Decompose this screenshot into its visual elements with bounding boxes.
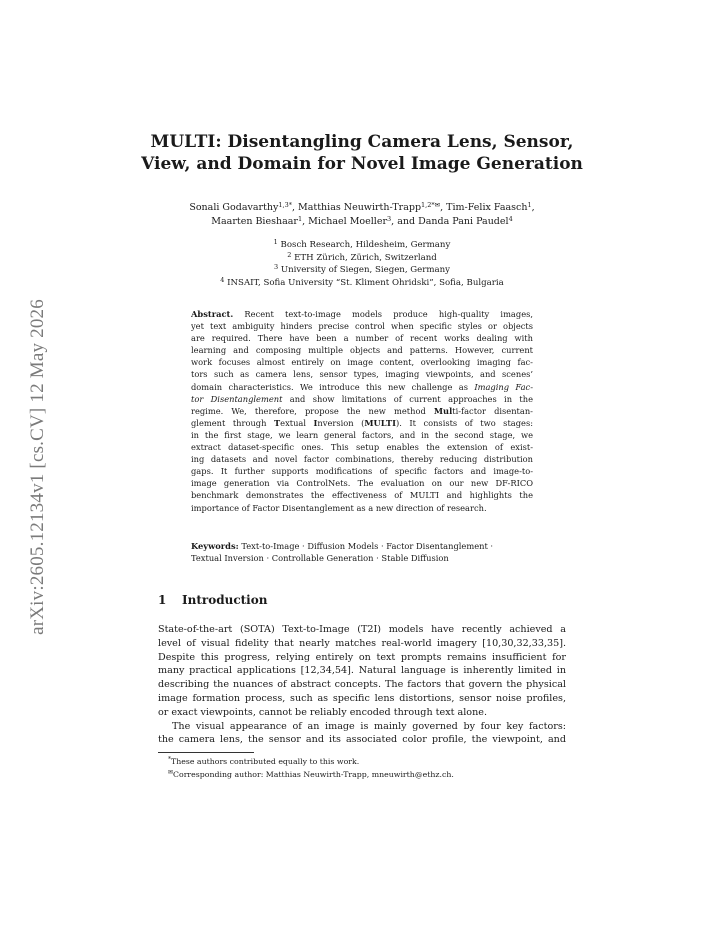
body-line: describing the nuances of abstract concepts. The factors that govern the physical — [158, 679, 566, 691]
author-affiliation-mark: 3 — [387, 215, 392, 223]
affiliation-item: $^4$ INSAIT, Sofia University “St. Kliment Ohridski”, Sofia, Bulgaria — [220, 276, 504, 289]
affiliation-item: $^2$ ETH Zürich, Zürich, Switzerland — [287, 250, 437, 263]
abstract-line: are required. There have been a number of recent works dealing with — [191, 333, 533, 344]
abstract-line: image generation via ControlNets. The evaluation on our new DF-RICO — [191, 478, 533, 489]
author-affiliation-mark: 1 — [527, 201, 532, 209]
author-affiliation-mark: 1,3* — [278, 201, 292, 209]
keywords — [191, 540, 533, 564]
body-line: many practical applications [12,34,54]. Natural language is inherently limited in — [158, 665, 566, 677]
section-title: Introduction — [182, 593, 268, 607]
abstract-line: ing datasets and novel factor combinations, thereby reducing distribution — [191, 454, 533, 465]
abstract-label: Abstract. — [191, 309, 234, 319]
abstract-line: tors such as camera lens, sensor types, imaging viewpoints, and scenes’ — [191, 369, 533, 380]
abstract-line: extract dataset-specific ones. This setup enables the extension of exist- — [191, 442, 533, 453]
author-name: Maarten Bieshaar — [211, 216, 298, 227]
abstract-line: gaps. It further supports modifications of specific factors and image-to- — [191, 466, 533, 477]
abstract-line: regime. We, therefore, propose the new method Multi-factor disentan- — [191, 405, 533, 416]
body-line: image formation process, such as specific lens distortions, sensor noise profiles, — [158, 692, 566, 704]
body-line: the camera lens, the sensor and its associated color profile, the viewpoint, and — [158, 734, 566, 746]
author-line-1: Sonali Godavarthy$^{1,3*}$, Matthias Neuwirth-Trapp$^{1,2*✉}$, Tim-Felix Faasch$^1$, — [189, 201, 535, 213]
affiliation-list — [150, 239, 574, 290]
author-name: Tim-Felix Faasch — [446, 202, 528, 213]
author-name: Sonali Godavarthy — [189, 202, 279, 213]
footnotes — [158, 756, 566, 781]
arxiv-identifier-text: arXiv:2605.12134v1 [cs.CV] 12 May 2026 — [27, 299, 48, 635]
section-number: 1 — [158, 593, 167, 607]
body-line: or exact viewpoints, cannot be reliably encoded through text alone. — [158, 706, 487, 718]
author-affiliation-mark: 4 — [508, 215, 513, 223]
section-heading — [158, 593, 458, 607]
body-text — [158, 623, 566, 747]
keywords-label: Keywords: — [191, 541, 239, 551]
author-affiliation-mark: 1 — [297, 215, 303, 223]
footnote-item: *These authors contributed equally to this work. — [168, 756, 360, 766]
footnote-divider — [158, 752, 254, 753]
title-line-2: View, and Domain for Novel Image Generation — [141, 154, 583, 174]
keywords-line: Keywords: Text-to-Image · Diffusion Models · Factor Disentanglement · — [191, 541, 494, 551]
body-line: The visual appearance of an image is mainly governed by four key factors: — [172, 720, 566, 732]
author-name: Danda Pani Paudel — [418, 216, 509, 227]
title-line-1: MULTI: Disentangling Camera Lens, Sensor, — [150, 132, 574, 152]
abstract-line: Abstract. Recent text-to-image models produce high-quality images, — [191, 309, 533, 319]
author-list — [150, 201, 574, 229]
author-name: Michael Moeller — [308, 216, 388, 227]
abstract-line: benchmark demonstrates the effectiveness of MULTI and highlights the — [191, 490, 533, 501]
abstract — [191, 308, 533, 514]
author-line-2: Maarten Bieshaar$^1$, Michael Moeller$^3$, and Danda Pani Paudel$^4$ — [211, 215, 513, 227]
affiliation-item: $^1$ Bosch Research, Hildesheim, Germany — [273, 238, 451, 250]
author-affiliation-mark: 1,2*✉ — [421, 201, 441, 209]
keywords-line: Textual Inversion · Controllable Generation · Stable Diffusion — [191, 553, 449, 564]
body-line: State-of-the-art (SOTA) Text-to-Image (T2I) models have recently achieved a — [158, 624, 566, 635]
body-line: level of visual fidelity that nearly matches real-world imagery [10,30,32,33,35]. — [158, 637, 566, 649]
arxiv-identifier — [20, 244, 56, 690]
abstract-line: work focuses almost entirely on image content, overlooking imaging fac- — [191, 357, 533, 368]
abstract-line: tor Disentanglement and show limitations of current approaches in the — [191, 393, 533, 404]
abstract-line: domain characteristics. We introduce this new challenge as Imaging Fac- — [191, 381, 533, 392]
body-line: Despite this progress, relying entirely on text prompts remains insufficient for — [158, 651, 566, 663]
paper-title — [120, 131, 604, 175]
footnote-mark: * — [168, 756, 171, 763]
abstract-line: yet text ambiguity hinders precise control when specific styles or objects — [191, 321, 533, 332]
author-name: Matthias Neuwirth-Trapp — [298, 202, 422, 213]
abstract-line: in the first stage, we learn general factors, and in the second stage, we — [191, 429, 533, 440]
abstract-line: glement through Textual Inversion (MULTI). It consists of two stages: — [191, 417, 533, 428]
affiliation-item: $^3$ University of Siegen, Siegen, Germany — [273, 263, 451, 276]
footnote-item: ✉Corresponding author: Matthias Neuwirth-Trapp, mneuwirth@ethz.ch. — [168, 768, 454, 779]
abstract-line: importance of Factor Disentanglement as a new direction of research. — [191, 502, 487, 513]
envelope-icon: ✉ — [168, 768, 174, 776]
abstract-line: learning and composing multiple objects and patterns. However, current — [191, 345, 533, 356]
